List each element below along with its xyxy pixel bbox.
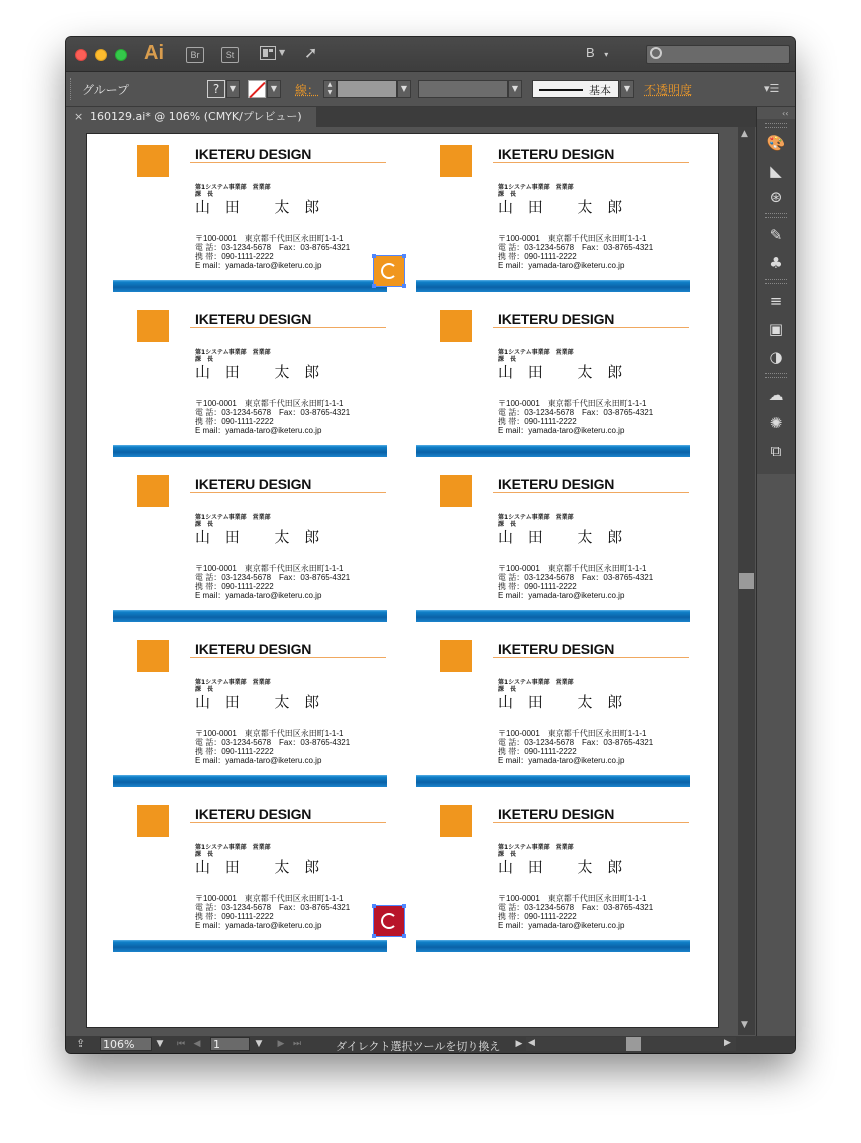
contact-line: 電 話：03-1234-5678 Fax：03-8765-4321	[498, 903, 654, 912]
gpu-performance-icon[interactable]: ➚	[304, 43, 318, 62]
contact-line: 携 帯：090-1111-2222	[498, 747, 577, 756]
brush-stroke-preview	[539, 89, 583, 91]
divider	[190, 327, 386, 328]
job-title: 課 長	[195, 356, 214, 363]
contact-line: 電 話：03-1234-5678 Fax：03-8765-4321	[195, 903, 351, 912]
workspace-label: B	[586, 45, 595, 60]
minimize-button[interactable]	[95, 49, 107, 61]
contact-line: E mail：yamada-taro@iketeru.co.jp	[195, 591, 322, 600]
contact-line: 電 話：03-1234-5678 Fax：03-8765-4321	[498, 573, 654, 582]
department: 第1システム事業部 営業部	[498, 184, 574, 191]
divider	[493, 162, 689, 163]
scroll-right-icon[interactable]: ▶	[724, 1038, 731, 1048]
selection-handle[interactable]	[372, 284, 376, 288]
company-name: IKETERU DESIGN	[195, 146, 312, 162]
divider	[190, 162, 386, 163]
export-icon[interactable]: ⧉	[770, 442, 782, 460]
contact-line: 携 帯：090-1111-2222	[195, 912, 274, 921]
contact-line: 携 帯：090-1111-2222	[195, 582, 274, 591]
selected-symbol-object[interactable]	[374, 256, 404, 286]
business-card[interactable]	[416, 259, 692, 435]
share-icon[interactable]: ⇪	[76, 1037, 86, 1050]
chevron-down-icon[interactable]: ▼	[156, 1039, 164, 1049]
person-name: 山 田 太 郎	[498, 693, 628, 711]
department: 第1システム事業部 営業部	[498, 844, 574, 851]
previous-artboard-icon[interactable]: ◀	[193, 1039, 201, 1049]
logo-square	[440, 475, 472, 507]
logo-square	[440, 640, 472, 672]
color-themes-icon[interactable]: ⊛	[769, 188, 783, 206]
chevron-down-icon[interactable]: ▼	[508, 80, 522, 98]
selection-handle[interactable]	[372, 254, 376, 258]
contact-line: 携 帯：090-1111-2222	[498, 252, 577, 261]
person-name: 山 田 太 郎	[195, 693, 325, 711]
job-title: 課 長	[498, 686, 517, 693]
brushes-icon[interactable]: ✎	[769, 226, 783, 244]
business-card[interactable]	[113, 424, 389, 600]
chevron-down-icon[interactable]: ▼	[267, 80, 281, 98]
divider	[493, 492, 689, 493]
search-field[interactable]	[646, 45, 790, 64]
contact-line: 〒100-0001 東京都千代田区永田町1-1-1	[195, 894, 344, 903]
selection-type-label: グループ	[82, 83, 130, 97]
color-palette-icon[interactable]: 🎨	[766, 134, 786, 152]
contact-line: 携 帯：090-1111-2222	[498, 912, 577, 921]
next-artboard-icon[interactable]: ▶	[277, 1039, 285, 1049]
status-message: ダイレクト選択ツールを切り換え	[336, 1040, 501, 1053]
logo-square	[440, 310, 472, 342]
contact-line: 〒100-0001 東京都千代田区永田町1-1-1	[498, 399, 647, 408]
scroll-down-icon[interactable]: ▼	[741, 1020, 748, 1030]
divider	[190, 492, 386, 493]
scroll-left-icon[interactable]: ◀	[528, 1038, 535, 1048]
workspace-switcher[interactable]	[586, 45, 622, 63]
contact-line: 電 話：03-1234-5678 Fax：03-8765-4321	[498, 738, 654, 747]
company-name: IKETERU DESIGN	[195, 641, 312, 657]
selection-handle[interactable]	[402, 254, 406, 258]
logo-square	[137, 475, 169, 507]
contact-line: 〒100-0001 東京都千代田区永田町1-1-1	[498, 234, 647, 243]
company-name: IKETERU DESIGN	[195, 806, 312, 822]
business-card[interactable]	[113, 259, 389, 435]
job-title: 課 長	[498, 851, 517, 858]
symbols-icon[interactable]: ♣	[769, 254, 783, 272]
search-icon	[650, 47, 662, 59]
company-name: IKETERU DESIGN	[498, 641, 615, 657]
artboard-number-field[interactable]: 1	[210, 1037, 250, 1051]
contact-line: E mail：yamada-taro@iketeru.co.jp	[498, 261, 625, 270]
person-name: 山 田 太 郎	[195, 858, 325, 876]
person-name: 山 田 太 郎	[195, 198, 325, 216]
stroke-panel-icon[interactable]: ≡	[769, 292, 783, 310]
person-name: 山 田 太 郎	[195, 363, 325, 381]
illustrator-logo: Ai	[144, 42, 164, 64]
department: 第1システム事業部 営業部	[498, 679, 574, 686]
contact-line: 〒100-0001 東京都千代田区永田町1-1-1	[498, 894, 647, 903]
status-menu-icon[interactable]: ▶	[515, 1039, 523, 1049]
scroll-thumb[interactable]	[739, 573, 754, 589]
contact-line: 〒100-0001 東京都千代田区永田町1-1-1	[498, 564, 647, 573]
divider	[493, 822, 689, 823]
contact-line: E mail：yamada-taro@iketeru.co.jp	[498, 591, 625, 600]
status-bar	[66, 1036, 795, 1053]
logo-square	[137, 805, 169, 837]
chevron-down-icon[interactable]: ▼	[397, 80, 411, 98]
scroll-thumb[interactable]	[626, 1037, 641, 1051]
contact-line: 〒100-0001 東京都千代田区永田町1-1-1	[195, 234, 344, 243]
zoom-button[interactable]	[115, 49, 127, 61]
company-name: IKETERU DESIGN	[498, 476, 615, 492]
job-title: 課 長	[195, 686, 214, 693]
person-name: 山 田 太 郎	[195, 528, 325, 546]
contact-line: 〒100-0001 東京都千代田区永田町1-1-1	[498, 729, 647, 738]
contact-line: E mail：yamada-taro@iketeru.co.jp	[498, 756, 625, 765]
job-title: 課 長	[195, 851, 214, 858]
divider	[493, 327, 689, 328]
contact-line: 電 話：03-1234-5678 Fax：03-8765-4321	[498, 408, 654, 417]
contact-line: E mail：yamada-taro@iketeru.co.jp	[195, 921, 322, 930]
company-name: IKETERU DESIGN	[195, 311, 312, 327]
job-title: 課 長	[195, 191, 214, 198]
contact-line: 電 話：03-1234-5678 Fax：03-8765-4321	[195, 573, 351, 582]
department: 第1システム事業部 営業部	[195, 844, 271, 851]
logo-square	[440, 805, 472, 837]
selection-handle[interactable]	[372, 934, 376, 938]
contact-line: 電 話：03-1234-5678 Fax：03-8765-4321	[498, 243, 654, 252]
business-card[interactable]	[416, 424, 692, 600]
logo-square	[137, 310, 169, 342]
logo-square	[137, 145, 169, 177]
horizontal-scrollbar[interactable]	[526, 1037, 736, 1051]
first-artboard-icon[interactable]: ⏮	[176, 1039, 186, 1049]
blue-footer-bar	[416, 940, 690, 952]
business-card[interactable]	[113, 94, 389, 270]
contact-line: 〒100-0001 東京都千代田区永田町1-1-1	[195, 564, 344, 573]
panel-dock	[756, 107, 795, 1053]
selection-handle[interactable]	[402, 284, 406, 288]
close-tab-icon[interactable]: ×	[74, 110, 84, 123]
canvas-area[interactable]	[66, 127, 738, 1035]
contact-line: E mail：yamada-taro@iketeru.co.jp	[195, 756, 322, 765]
logo-square	[137, 640, 169, 672]
contact-block	[498, 894, 653, 930]
selection-handle[interactable]	[372, 904, 376, 908]
collapse-icon[interactable]: ‹‹	[782, 109, 789, 118]
arrange-documents-icon[interactable]	[260, 46, 276, 60]
person-name: 山 田 太 郎	[498, 858, 628, 876]
department: 第1システム事業部 営業部	[195, 679, 271, 686]
artboard[interactable]	[87, 134, 718, 1027]
contact-line: 携 帯：090-1111-2222	[195, 417, 274, 426]
department: 第1システム事業部 営業部	[195, 349, 271, 356]
illustrator-window	[66, 37, 795, 1053]
business-card[interactable]	[416, 589, 692, 765]
bridge-button[interactable]: Br	[186, 47, 204, 63]
zoom-field[interactable]: 106%	[100, 1037, 152, 1051]
panel-grip[interactable]	[70, 78, 73, 100]
company-name: IKETERU DESIGN	[498, 806, 615, 822]
chevron-down-icon: ▾	[604, 50, 609, 59]
contact-line: E mail：yamada-taro@iketeru.co.jp	[195, 426, 322, 435]
brush-label: 基本	[589, 84, 611, 97]
contact-line: E mail：yamada-taro@iketeru.co.jp	[498, 426, 625, 435]
business-card[interactable]	[416, 94, 692, 270]
job-title: 課 長	[498, 356, 517, 363]
contact-line: 電 話：03-1234-5678 Fax：03-8765-4321	[195, 738, 351, 747]
last-artboard-icon[interactable]: ⏭	[292, 1039, 302, 1049]
department: 第1システム事業部 営業部	[498, 349, 574, 356]
chevron-down-icon[interactable]: ▼	[255, 1039, 263, 1049]
title-bar	[66, 37, 795, 72]
department: 第1システム事業部 営業部	[195, 184, 271, 191]
panel-icons	[757, 119, 795, 474]
stroke-label[interactable]: 線：	[295, 83, 320, 97]
department: 第1システム事業部 営業部	[195, 514, 271, 521]
color-guide-icon[interactable]: ◣	[770, 162, 782, 180]
chevron-down-icon[interactable]: ▼	[279, 48, 286, 57]
libraries-icon[interactable]: ☁	[768, 386, 784, 404]
close-button[interactable]	[75, 49, 87, 61]
gradient-icon[interactable]: ▣	[768, 320, 784, 338]
opacity-label[interactable]: 不透明度	[644, 83, 693, 97]
selection-handle[interactable]	[402, 904, 406, 908]
blue-footer-bar	[113, 940, 387, 952]
contact-line: 電 話：03-1234-5678 Fax：03-8765-4321	[195, 408, 351, 417]
company-name: IKETERU DESIGN	[498, 311, 615, 327]
contact-line: 電 話：03-1234-5678 Fax：03-8765-4321	[195, 243, 351, 252]
selected-symbol-object[interactable]	[374, 906, 404, 936]
person-name: 山 田 太 郎	[498, 363, 628, 381]
panel-grip[interactable]	[765, 123, 787, 128]
logo-square	[440, 145, 472, 177]
selection-handle[interactable]	[402, 934, 406, 938]
contact-line: 携 帯：090-1111-2222	[498, 417, 577, 426]
job-title: 課 長	[195, 521, 214, 528]
vertical-scrollbar[interactable]	[738, 127, 755, 1035]
scroll-up-icon[interactable]: ▲	[741, 129, 748, 139]
business-card[interactable]	[113, 589, 389, 765]
contact-line: 携 帯：090-1111-2222	[195, 747, 274, 756]
swirl-icon	[381, 263, 397, 279]
stroke-stepper[interactable]: ▲ ▼	[323, 80, 337, 98]
person-name: 山 田 太 郎	[498, 528, 628, 546]
job-title: 課 長	[498, 191, 517, 198]
stock-button[interactable]: St	[221, 47, 239, 63]
divider	[190, 822, 386, 823]
divider	[493, 657, 689, 658]
contact-line: 携 帯：090-1111-2222	[195, 252, 274, 261]
chevron-down-icon[interactable]: ▼	[620, 80, 634, 98]
divider	[190, 657, 386, 658]
panel-grip[interactable]	[765, 279, 787, 284]
person-name: 山 田 太 郎	[498, 198, 628, 216]
contact-line: 〒100-0001 東京都千代田区永田町1-1-1	[195, 729, 344, 738]
contact-line: 〒100-0001 東京都千代田区永田町1-1-1	[195, 399, 344, 408]
job-title: 課 長	[498, 521, 517, 528]
panel-grip[interactable]	[765, 213, 787, 218]
contact-line: E mail：yamada-taro@iketeru.co.jp	[498, 921, 625, 930]
contact-block	[195, 894, 350, 930]
business-card[interactable]	[113, 754, 389, 930]
panel-menu-icon[interactable]: ▾☰	[764, 82, 780, 95]
chevron-down-icon[interactable]: ▼	[226, 80, 240, 98]
contact-line: E mail：yamada-taro@iketeru.co.jp	[195, 261, 322, 270]
contact-line: 携 帯：090-1111-2222	[498, 582, 577, 591]
company-name: IKETERU DESIGN	[195, 476, 312, 492]
business-card[interactable]	[416, 754, 692, 930]
swirl-icon	[381, 913, 397, 929]
transparency-icon[interactable]: ◑	[769, 348, 783, 366]
department: 第1システム事業部 営業部	[498, 514, 574, 521]
document-tab-title: 160129.ai* @ 106% (CMYK/プレビュー)	[90, 110, 302, 123]
fill-swatch[interactable]: ?	[207, 80, 225, 98]
appearance-icon[interactable]: ✺	[769, 414, 783, 432]
panel-grip[interactable]	[765, 373, 787, 378]
company-name: IKETERU DESIGN	[498, 146, 615, 162]
